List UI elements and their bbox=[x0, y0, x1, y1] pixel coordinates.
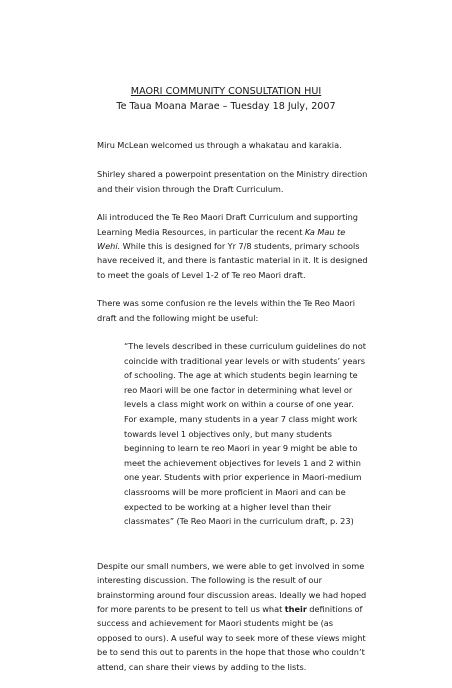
paragraph-draft-text-b: While this is designed for Yr 7/8 students, primary schools have received it, and there is fantastic material in it. It is designed to meet the goals of Level 1-2 of Te reo Maori draft. bbox=[97, 241, 368, 280]
curriculum-quote: “The levels described in these curriculum guidelines do not coincide with traditional year levels or with students’ years of schooling. The age at which students begin learning te reo Maori will be one factor in determining what level or levels a class might work on within a course of one year. For example, many students in a year 7 class might work towards level 1 objectives only, but many students beginning to learn te reo Maori in year 9 might be able to meet the achievement objectives for levels 1 and 2 within one year. Students with prior experience in Maori-medium classrooms will be more proficient in Maori and can be expected to be working at a higher level than their classmates” (Te Reo Maori in the curriculum draft, p. 23) bbox=[124, 341, 366, 527]
paragraph-draft-curriculum bbox=[97, 210, 369, 282]
paragraph-discussion-text-b: definitions of success and achievement for Maori students might be (as opposed to ours). A useful way to seek more of these views might be to send this out to parents in the hope that those who couldn’t attend, can share their views by adding to the lists. bbox=[97, 604, 366, 672]
document-subtitle: Te Taua Moana Marae – Tuesday 18 July, 2007 bbox=[116, 101, 336, 112]
resource-title: Ka Mau te Wehi. bbox=[97, 226, 346, 252]
document-body bbox=[97, 138, 369, 688]
emphasis-their: their bbox=[284, 604, 307, 614]
paragraph-discussion bbox=[97, 559, 369, 674]
paragraph-discussion-text-a: Despite our small numbers, we were able to get involved in some interesting discussion. The following is the result of our brainstorming around four discussion areas. Ideally we had hoped for more parents to be present to tell us what bbox=[97, 560, 367, 614]
document-header bbox=[0, 84, 452, 114]
paragraph-levels-confusion: There was some confusion re the levels within the Te Reo Maori draft and the following might be useful: bbox=[97, 298, 356, 323]
paragraph-presentation: Shirley shared a powerpoint presentation on the Ministry direction and their vision through the Draft Curriculum. bbox=[97, 169, 368, 194]
document-title: MAORI COMMUNITY CONSULTATION HUI bbox=[130, 86, 322, 97]
paragraph-draft-text-a: Ali introduced the Te Reo Maori Draft Curriculum and supporting Learning Media Resources, in particular the recent bbox=[97, 212, 358, 237]
paragraph-welcome: Miru McLean welcomed us through a whakatau and karakia. bbox=[97, 140, 342, 150]
